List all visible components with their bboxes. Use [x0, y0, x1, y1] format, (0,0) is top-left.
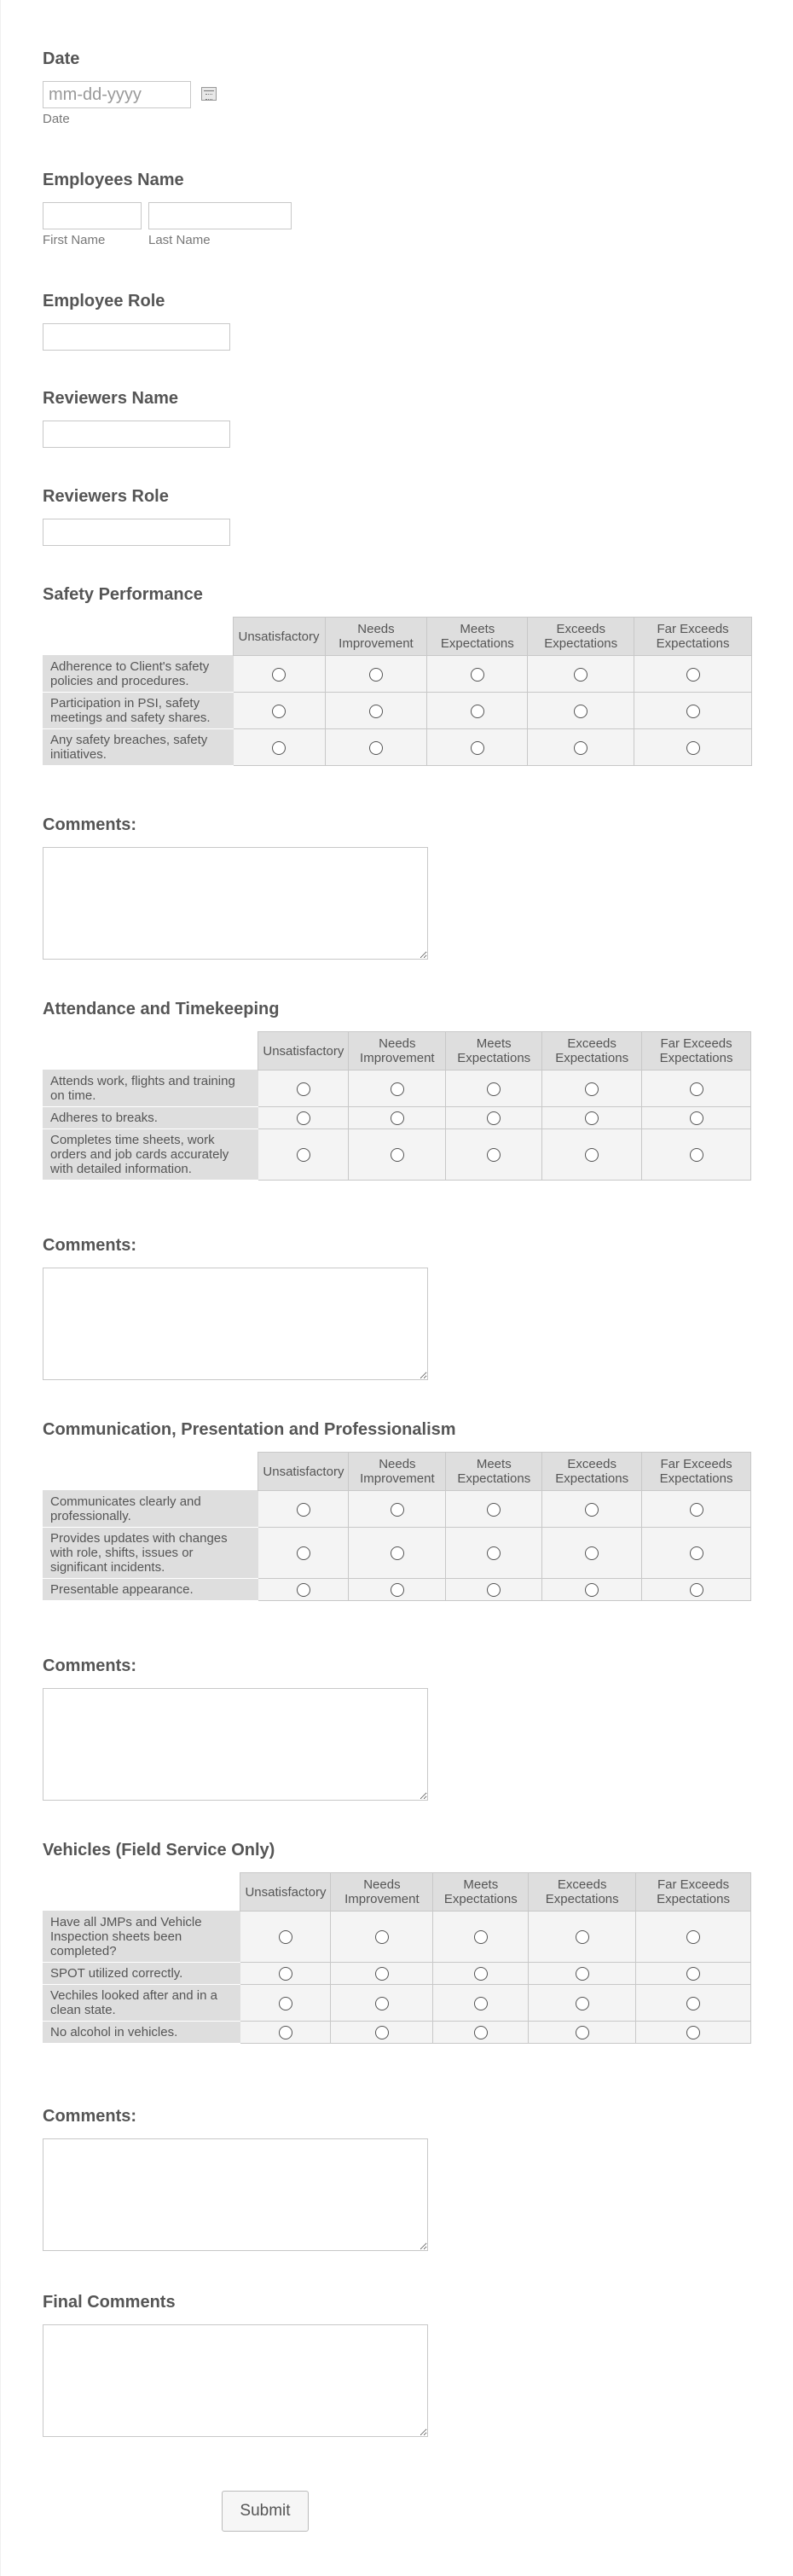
- matrix-row: [43, 1070, 751, 1107]
- row-question: Have all JMPs and Vehicle Inspection sheets been completed?: [43, 1912, 240, 1963]
- rating-cell: [258, 1070, 349, 1107]
- rating-radio[interactable]: [487, 1148, 501, 1162]
- rating-cell: [349, 1070, 446, 1107]
- rating-radio[interactable]: [690, 1583, 703, 1597]
- rating-cell: [529, 1985, 636, 2022]
- rating-cell: [331, 1963, 433, 1985]
- rating-cell: [233, 693, 325, 729]
- rating-cell: [542, 1528, 642, 1579]
- row-question: Attends work, flights and training on time.: [43, 1070, 258, 1107]
- rating-cell: [446, 1528, 542, 1579]
- rating-radio[interactable]: [487, 1111, 501, 1125]
- rating-matrix: [43, 1872, 751, 2044]
- matrix-title: Safety Performance: [43, 585, 203, 604]
- rating-radio[interactable]: [471, 705, 484, 718]
- rating-radio[interactable]: [686, 741, 700, 755]
- matrix-row: [43, 1579, 751, 1601]
- date-label: Date: [43, 49, 80, 68]
- reviewer-role-section: [43, 487, 230, 546]
- rating-radio[interactable]: [369, 705, 383, 718]
- rating-radio[interactable]: [585, 1546, 599, 1560]
- rating-cell: [349, 1491, 446, 1528]
- rating-radio[interactable]: [574, 668, 588, 682]
- page-border: [0, 0, 1, 2576]
- comments-label: Comments:: [43, 815, 137, 834]
- rating-radio[interactable]: [391, 1082, 404, 1096]
- rating-cell: [427, 729, 528, 766]
- rating-radio[interactable]: [585, 1583, 599, 1597]
- rating-radio[interactable]: [297, 1583, 310, 1597]
- column-header: Needs Improvement: [349, 1032, 446, 1070]
- rating-radio[interactable]: [690, 1503, 703, 1517]
- final-comments-label: Final Comments: [43, 2293, 176, 2312]
- rating-cell: [325, 656, 427, 693]
- rating-matrix: [43, 1031, 751, 1181]
- employee-role-input[interactable]: [43, 323, 230, 351]
- rating-radio[interactable]: [279, 1967, 292, 1981]
- rating-cell: [446, 1129, 542, 1181]
- comments-textarea[interactable]: [43, 847, 428, 960]
- comments-section-3: [43, 1656, 428, 1801]
- column-header: Exceeds Expectations: [542, 1032, 642, 1070]
- rating-radio[interactable]: [297, 1111, 310, 1125]
- column-header: Needs Improvement: [325, 618, 427, 656]
- comments-label: Comments:: [43, 1236, 137, 1255]
- rating-cell: [240, 1912, 331, 1963]
- rating-cell: [258, 1528, 349, 1579]
- rating-radio[interactable]: [585, 1082, 599, 1096]
- rating-radio[interactable]: [585, 1503, 599, 1517]
- rating-radio[interactable]: [576, 1930, 589, 1944]
- column-header: Unsatisfactory: [258, 1453, 349, 1491]
- rating-cell: [433, 1963, 529, 1985]
- rating-radio[interactable]: [272, 705, 286, 718]
- rating-cell: [529, 1963, 636, 1985]
- column-header: Far Exceeds Expectations: [642, 1032, 751, 1070]
- first-name-label: First Name: [43, 233, 106, 247]
- rating-radio[interactable]: [471, 741, 484, 755]
- row-question: Presentable appearance.: [43, 1579, 258, 1601]
- reviewer-role-input[interactable]: [43, 519, 230, 546]
- rating-cell: [233, 729, 325, 766]
- rating-cell: [331, 1912, 433, 1963]
- rating-cell: [427, 656, 528, 693]
- column-header: Meets Expectations: [433, 1873, 529, 1912]
- rating-radio[interactable]: [487, 1546, 501, 1560]
- rating-radio[interactable]: [297, 1546, 310, 1560]
- column-header: Needs Improvement: [349, 1453, 446, 1491]
- matrix-row: [43, 1912, 751, 1963]
- rating-cell: [542, 1070, 642, 1107]
- rating-radio[interactable]: [585, 1148, 599, 1162]
- rating-cell: [634, 693, 752, 729]
- matrix-row: [43, 1491, 751, 1528]
- rating-cell: [427, 693, 528, 729]
- rating-cell: [642, 1129, 751, 1181]
- rating-radio[interactable]: [686, 1997, 700, 2010]
- rating-cell: [349, 1107, 446, 1129]
- rating-radio[interactable]: [585, 1111, 599, 1125]
- comments-label: Comments:: [43, 2107, 137, 2126]
- rating-radio[interactable]: [471, 668, 484, 682]
- matrix-row: [43, 1129, 751, 1181]
- rating-cell: [542, 1129, 642, 1181]
- column-header: Needs Improvement: [331, 1873, 433, 1912]
- rating-radio[interactable]: [375, 1997, 389, 2010]
- rating-cell: [642, 1107, 751, 1129]
- matrix-corner: [43, 618, 234, 656]
- reviewer-role-label: Reviewers Role: [43, 487, 169, 506]
- row-question: Participation in PSI, safety meetings and safety shares.: [43, 693, 234, 729]
- rating-cell: [446, 1107, 542, 1129]
- rating-cell: [446, 1579, 542, 1601]
- matrix-row: [43, 729, 752, 766]
- rating-cell: [542, 1579, 642, 1601]
- rating-radio[interactable]: [391, 1148, 404, 1162]
- rating-cell: [325, 729, 427, 766]
- rating-cell: [233, 656, 325, 693]
- rating-radio[interactable]: [690, 1546, 703, 1560]
- rating-cell: [634, 729, 752, 766]
- comments-section-2: [43, 1236, 428, 1380]
- rating-cell: [433, 1985, 529, 2022]
- row-question: Adheres to breaks.: [43, 1107, 258, 1129]
- rating-cell: [240, 1963, 331, 1985]
- rating-radio[interactable]: [686, 705, 700, 718]
- column-header: Far Exceeds Expectations: [634, 618, 752, 656]
- rating-cell: [528, 656, 634, 693]
- rating-radio[interactable]: [297, 1148, 310, 1162]
- employee-role-section: [43, 292, 230, 351]
- rating-radio[interactable]: [574, 705, 588, 718]
- matrix-row: [43, 1985, 751, 2022]
- safety-performance-section: [43, 585, 752, 766]
- rating-radio[interactable]: [272, 741, 286, 755]
- row-question: Any safety breaches, safety initiatives.: [43, 729, 234, 766]
- rating-cell: [636, 1985, 751, 2022]
- column-header: Exceeds Expectations: [542, 1453, 642, 1491]
- rating-radio[interactable]: [375, 1930, 389, 1944]
- rating-cell: [636, 1912, 751, 1963]
- comments-textarea[interactable]: [43, 1268, 428, 1380]
- column-header: Far Exceeds Expectations: [636, 1873, 751, 1912]
- rating-cell: [433, 2022, 529, 2044]
- comments-section-1: [43, 815, 428, 960]
- rating-radio[interactable]: [375, 1967, 389, 1981]
- rating-radio[interactable]: [487, 1082, 501, 1096]
- rating-cell: [325, 693, 427, 729]
- final-comments-section: [43, 2293, 428, 2437]
- comments-section-4: [43, 2107, 428, 2251]
- rating-cell: [636, 1963, 751, 1985]
- column-header: Meets Expectations: [446, 1032, 542, 1070]
- column-header: Far Exceeds Expectations: [642, 1453, 751, 1491]
- rating-radio[interactable]: [474, 1930, 488, 1944]
- rating-radio[interactable]: [690, 1148, 703, 1162]
- row-question: No alcohol in vehicles.: [43, 2022, 240, 2044]
- column-header: Unsatisfactory: [258, 1032, 349, 1070]
- rating-cell: [529, 1912, 636, 1963]
- rating-radio[interactable]: [391, 1503, 404, 1517]
- column-header: Meets Expectations: [427, 618, 528, 656]
- row-question: Completes time sheets, work orders and job cards accurately with detailed information.: [43, 1129, 258, 1181]
- last-name-input[interactable]: [148, 202, 292, 229]
- rating-cell: [433, 1912, 529, 1963]
- row-question: Adherence to Client's safety policies and procedures.: [43, 656, 234, 693]
- matrix-row: [43, 693, 752, 729]
- matrix-corner: [43, 1453, 258, 1491]
- employee-name-label: Employees Name: [43, 171, 184, 189]
- rating-radio[interactable]: [690, 1111, 703, 1125]
- matrix-row: [43, 1528, 751, 1579]
- matrix-row: [43, 1963, 751, 1985]
- rating-radio[interactable]: [391, 1546, 404, 1560]
- rating-radio[interactable]: [474, 1997, 488, 2010]
- rating-cell: [446, 1070, 542, 1107]
- rating-radio[interactable]: [391, 1583, 404, 1597]
- matrix-row: [43, 1107, 751, 1129]
- rating-cell: [634, 656, 752, 693]
- matrix-corner: [43, 1032, 258, 1070]
- employee-role-label: Employee Role: [43, 292, 165, 310]
- reviewer-name-input[interactable]: [43, 421, 230, 448]
- rating-cell: [542, 1491, 642, 1528]
- comments-textarea[interactable]: [43, 2138, 428, 2251]
- vehicles-section: [43, 1841, 751, 2044]
- rating-radio[interactable]: [576, 1997, 589, 2010]
- rating-radio[interactable]: [474, 1967, 488, 1981]
- rating-cell: [331, 1985, 433, 2022]
- rating-cell: [529, 2022, 636, 2044]
- rating-radio[interactable]: [375, 2026, 389, 2039]
- rating-cell: [642, 1491, 751, 1528]
- submit-button[interactable]: Submit: [222, 2491, 309, 2532]
- rating-radio[interactable]: [391, 1111, 404, 1125]
- employee-name-section: [43, 171, 292, 247]
- column-header: Meets Expectations: [446, 1453, 542, 1491]
- column-header: Exceeds Expectations: [529, 1873, 636, 1912]
- rating-radio[interactable]: [297, 1503, 310, 1517]
- row-question: SPOT utilized correctly.: [43, 1963, 240, 1985]
- rating-radio[interactable]: [686, 1967, 700, 1981]
- rating-cell: [349, 1579, 446, 1601]
- rating-cell: [349, 1528, 446, 1579]
- rating-matrix: [43, 617, 752, 766]
- rating-cell: [331, 2022, 433, 2044]
- column-header: Unsatisfactory: [233, 618, 325, 656]
- matrix-title: Communication, Presentation and Professionalism: [43, 1420, 456, 1439]
- reviewer-name-label: Reviewers Name: [43, 389, 178, 408]
- matrix-row: [43, 2022, 751, 2044]
- row-question: Vechiles looked after and in a clean state.: [43, 1985, 240, 2022]
- rating-radio[interactable]: [487, 1503, 501, 1517]
- matrix-row: [43, 656, 752, 693]
- rating-radio[interactable]: [576, 1967, 589, 1981]
- rating-radio[interactable]: [272, 668, 286, 682]
- column-header: Unsatisfactory: [240, 1873, 331, 1912]
- rating-cell: [642, 1070, 751, 1107]
- attendance-timekeeping-section: [43, 1000, 751, 1181]
- rating-cell: [240, 1985, 331, 2022]
- rating-cell: [446, 1491, 542, 1528]
- rating-cell: [642, 1579, 751, 1601]
- row-question: Communicates clearly and professionally.: [43, 1491, 258, 1528]
- first-name-input[interactable]: [43, 202, 142, 229]
- rating-radio[interactable]: [279, 1930, 292, 1944]
- final-comments-textarea[interactable]: [43, 2324, 428, 2437]
- communication-section: [43, 1420, 751, 1601]
- date-input[interactable]: [43, 81, 191, 108]
- calendar-icon[interactable]: [201, 87, 217, 101]
- rating-cell: [258, 1107, 349, 1129]
- rating-radio[interactable]: [686, 2026, 700, 2039]
- rating-matrix: [43, 1452, 751, 1601]
- rating-cell: [636, 2022, 751, 2044]
- matrix-corner: [43, 1873, 240, 1912]
- rating-radio[interactable]: [686, 1930, 700, 1944]
- rating-radio[interactable]: [474, 2026, 488, 2039]
- rating-cell: [528, 693, 634, 729]
- rating-cell: [642, 1528, 751, 1579]
- rating-radio[interactable]: [574, 741, 588, 755]
- rating-cell: [258, 1129, 349, 1181]
- rating-cell: [349, 1129, 446, 1181]
- row-question: Provides updates with changes with role, shifts, issues or significant incidents.: [43, 1528, 258, 1579]
- comments-textarea[interactable]: [43, 1688, 428, 1801]
- matrix-title: Attendance and Timekeeping: [43, 1000, 280, 1018]
- rating-radio[interactable]: [690, 1082, 703, 1096]
- rating-cell: [528, 729, 634, 766]
- rating-radio[interactable]: [297, 1082, 310, 1096]
- rating-radio[interactable]: [279, 2026, 292, 2039]
- last-name-label: Last Name: [148, 233, 211, 247]
- rating-radio[interactable]: [487, 1583, 501, 1597]
- rating-radio[interactable]: [576, 2026, 589, 2039]
- rating-cell: [258, 1491, 349, 1528]
- date-section: [43, 49, 217, 126]
- rating-cell: [258, 1579, 349, 1601]
- comments-label: Comments:: [43, 1656, 137, 1675]
- rating-radio[interactable]: [369, 741, 383, 755]
- rating-cell: [240, 2022, 331, 2044]
- matrix-title: Vehicles (Field Service Only): [43, 1841, 275, 1859]
- rating-radio[interactable]: [686, 668, 700, 682]
- rating-radio[interactable]: [369, 668, 383, 682]
- column-header: Exceeds Expectations: [528, 618, 634, 656]
- rating-cell: [542, 1107, 642, 1129]
- date-sublabel: Date: [43, 112, 70, 126]
- reviewer-name-section: [43, 389, 230, 448]
- rating-radio[interactable]: [279, 1997, 292, 2010]
